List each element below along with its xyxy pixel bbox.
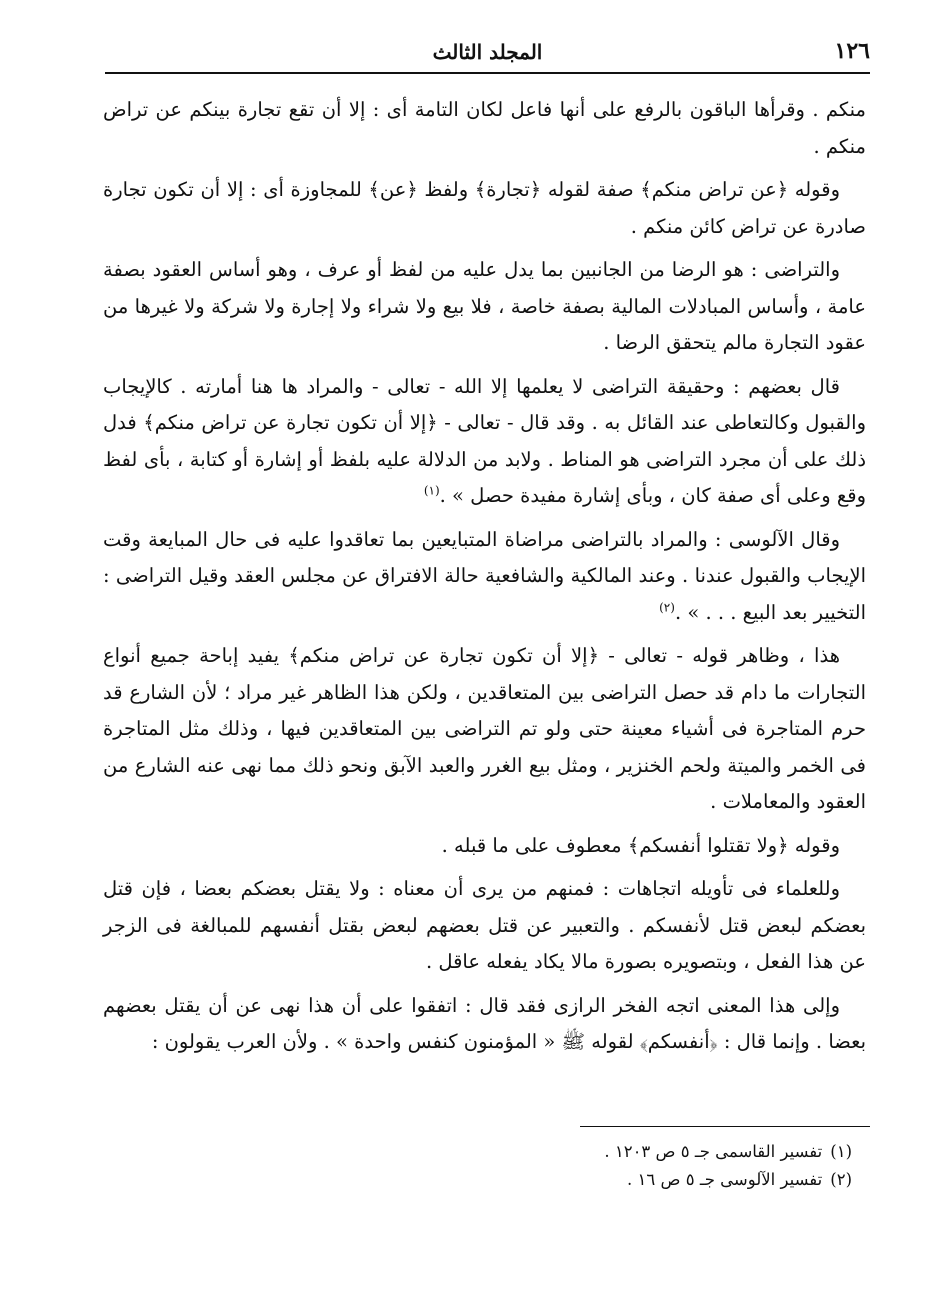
page-number: ١٢٦ [834,38,870,64]
footnote-marker: (١) [830,1142,852,1161]
paragraph [103,871,866,981]
footnote-reference: (٢) [659,600,675,614]
footnote-text: تفسير الآلوسى جـ ٥ ص ١٦ . [627,1170,823,1189]
paragraph [103,172,866,245]
paragraph-text: وقال الآلوسى : والمراد بالتراضى مراضاة المتبايعين بما تعاقدوا عليه فى حال المبايعة وقت الإيجاب والقبول عندنا . وعند المالكية والشافعية حالة الافتراق عن مجلس العقد وقيل التراضى : التخيير بعد البيع . . . » . [103,527,866,624]
paragraph-text: منكم . وقرأها الباقون بالرفع على أنها فاعل لكان التامة أى : إلا أن تقع تجارة بينكم عن تراض منكم . [103,98,866,158]
footnotes [300,1138,852,1194]
paragraph [103,522,866,632]
paragraph-text: والتراضى : هو الرضا من الجانبين بما يدل عليه من لفظ أو عرف ، وهو أساس العقود بصفة عامة ، وأساس المبادلات المالية بصفة خاصة ، فلا بيع ولا شراء ولا إجارة ولا شركة ولا غيرها من عقود التجارة مالم يتحقق الرضا . [103,258,866,354]
paragraph-text: وقوله ﴿ولا تقتلوا أنفسكم﴾ معطوف على ما قبله . [441,833,840,857]
paragraph-text: هذا ، وظاهر قوله - تعالى - ﴿إلا أن تكون تجارة عن تراض منكم﴾ يفيد إباحة جميع أنواع التجارات ما دام قد حصل التراضى بين المتعاقدين ، ولكن هذا الظاهر غير مراد ؛ لأن الشارع قد حرم المتاجرة فى أشياء معينة حتى ولو تم التراضى بين المتعاقدين فيها ، وذلك مثل المتاجرة فى الخمر والميتة ولحم الخنزير ، ومثل بيع الغرر والعبد الآبق ونحو ذلك مما نهى عنه الشارع من العقود والمعاملات . [103,644,866,813]
footnote-rule [580,1126,870,1127]
paragraph-text: قال بعضهم : وحقيقة التراضى لا يعلمها إلا الله - تعالى - والمراد ها هنا أمارته . كالإيجاب والقبول وكالتعاطى عند القائل به . وقد قال - تعالى - ﴿إلا أن تكون تجارة عن تراض منكم﴾ فدل ذلك على أن مجرد التراضى هو المناط . ولابد من الدلالة عليه بلفظ أو إشارة أو كتابة ، بأى لفظ وقع وعلى أى صفة كان ، وبأى إشارة مفيدة حصل » . [103,374,866,507]
footnote [300,1166,852,1194]
paragraph [103,92,866,165]
footnote [300,1138,852,1166]
paragraph [103,828,866,865]
paragraph [103,638,866,821]
paragraph [103,369,866,515]
paragraph-text: وإلى هذا المعنى اتجه الفخر الرازى فقد قال : اتفقوا على أن هذا نهى عن أن يقتل بعضهم بعضا . وإنما قال : ﴿أنفسكم﴾ لقوله ﷺ « المؤمنون كنفس واحدة » . ولأن العرب يقولون : [103,993,866,1053]
footnote-text: تفسير القاسمى جـ ٥ ص ١٢٠٣ . [604,1142,823,1161]
footnote-reference: (١) [423,483,440,498]
running-title: المجلد الثالث [432,40,543,64]
paragraph-text: وللعلماء فى تأويله اتجاهات : فمنهم من يرى أن معناه : ولا يقتل بعضكم بعضا ، فإن قتل بعضكم لبعض قتل لأنفسكم . والتعبير عن قتل بعضهم لبعض بقتل أنفسهم للمبالغة فى الزجر عن هذا الفعل ، وبتصويره بصورة مالا يكاد يفعله عاقل . [103,877,866,973]
paragraph-text: وقوله ﴿عن تراض منكم﴾ صفة لقوله ﴿تجارة﴾ ولفظ ﴿عن﴾ للمجاوزة أى : إلا أن تكون تجارة صادرة عن تراض كائن منكم . [103,178,866,238]
paragraph [103,988,866,1061]
paragraph [103,252,866,362]
page-header [105,38,870,72]
header-rule [105,72,870,74]
body-text [103,92,866,1068]
footnote-marker: (٢) [830,1170,852,1189]
